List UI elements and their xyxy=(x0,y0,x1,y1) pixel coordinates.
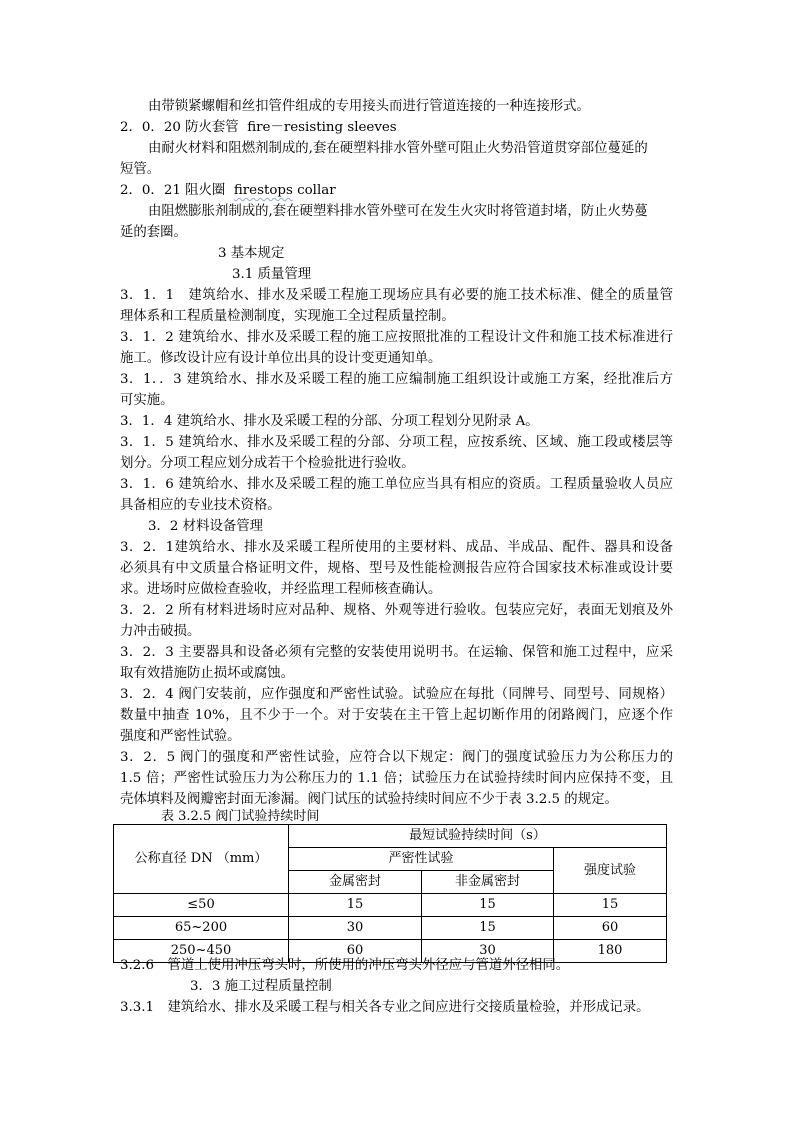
valve-test-duration-table xyxy=(113,824,667,963)
clause-3-2-2-line-1: 3．2．2 所有材料进场时应对品种、规格、外观等进行验收。包装应完好，表面无划痕及外 xyxy=(120,603,673,618)
table-caption: 表 3.2.5 阀门试验持续时间 xyxy=(161,809,320,824)
cell-strength: 180 xyxy=(554,940,667,963)
clause-3-2-5-line-2: 1.5 倍；严密性试验压力为公称压力的 1.1 倍；试验压力在试验持续时间内应保持不变，且 xyxy=(120,771,673,786)
clause-3-2-5-line-1: 3．2．5 阀门的强度和严密性试验，应符合以下规定：阀门的强度试验压力为公称压力的 xyxy=(120,750,673,765)
header-strength-test: 强度试验 xyxy=(554,848,667,894)
term-2-0-20-definition-line-1: 由耐火材料和阻燃剂制成的,套在硬塑料排水管外壁可阻止火势沿管道贯穿部位蔓延的 xyxy=(148,141,648,156)
header-metal-seal: 金属密封 xyxy=(289,871,422,894)
clause-3-1-5-line-1: 3．1．5 建筑给水、排水及采暖工程的分部、分项工程，应按系统、区域、施工段或楼层等 xyxy=(120,435,673,450)
term-2-0-21-definition-line-2: 延的套圈。 xyxy=(120,225,187,240)
cell-metal-seal: 60 xyxy=(289,940,422,963)
clause-3-2-5-line-3: 壳体填料及阀瓣密封面无渗漏。阀门试压的试验持续时间应不少于表 3.2.5 的规定。 xyxy=(120,792,618,807)
clause-3-2-1-line-1: 3．2．1建筑给水、排水及采暖工程所使用的主要材料、成品、半成品、配件、器具和设备 xyxy=(120,540,673,555)
paragraph-lock-nut-connection: 由带锁紧螺帽和丝扣管件组成的专用接头而进行管道连接的一种连接形式。 xyxy=(148,99,590,114)
clause-3-2-1-line-3: 求。进场时应做检查验收，并经监理工程师核查确认。 xyxy=(120,582,442,597)
term-2-0-21-title: 2．0．21 阻火圈 xyxy=(120,183,226,198)
table-row xyxy=(114,917,667,940)
clause-3-1-3-line-2: 可实施。 xyxy=(120,393,174,408)
term-2-0-21-heading xyxy=(120,180,336,201)
clause-3-1-6-line-2: 具备相应的专业技术资格。 xyxy=(120,498,281,513)
term-2-0-21-english-collar: collar xyxy=(297,183,336,198)
section-3-3-heading: 3．3 施工过程质量控制 xyxy=(190,979,332,994)
clause-3-2-4-line-2: 数量中抽查 10%，且不少于一个。对于安装在主干管上起切断作用的闭路阀门，应逐个作 xyxy=(120,708,673,723)
clause-3-1-1-line-1: 3．1．1 建筑给水、排水及采暖工程施工现场应具有必要的施工技术标准、健全的质量管 xyxy=(120,288,673,303)
table-row xyxy=(114,894,667,917)
cell-metal-seal: 30 xyxy=(289,917,422,940)
clause-3-1-2-line-2: 施工。修改设计应有设计单位出具的设计变更通知单。 xyxy=(120,351,442,366)
clause-3-2-3-line-1: 3．2．3 主要器具和设备必须有完整的安装使用说明书。在运输、保管和施工过程中，应采 xyxy=(120,645,673,660)
clause-3-2-4-line-1: 3．2．4 阀门安装前，应作强度和严密性试验。试验应在每批（同牌号、同型号、同规格） xyxy=(120,687,673,702)
cell-nonmetal-seal: 30 xyxy=(422,940,554,963)
term-2-0-20-definition-line-2: 短管。 xyxy=(120,162,161,177)
cell-strength: 60 xyxy=(554,917,667,940)
term-2-0-20-english: fire－resisting sleeves xyxy=(247,120,397,135)
cell-strength: 15 xyxy=(554,894,667,917)
term-2-0-21-definition-line-1: 由阻燃膨胀剂制成的,套在硬塑料排水管外壁可在发生火灾时将管道封堵，防止火势蔓 xyxy=(148,204,648,219)
section-3-1-heading: 3.1 质量管理 xyxy=(232,267,312,282)
clause-3-2-3-line-2: 取有效措施防止损坏或腐蚀。 xyxy=(120,666,295,681)
term-2-0-20-title: 2．0．20 防火套管 xyxy=(120,120,239,135)
cell-metal-seal: 15 xyxy=(289,894,422,917)
clause-3-2-2-line-2: 力冲击破损。 xyxy=(120,624,201,639)
clause-3-2-4-line-3: 强度和严密性试验。 xyxy=(120,729,241,744)
header-nonmetal-seal: 非金属密封 xyxy=(422,871,554,894)
clause-3-1-3-line-1: 3．1．．3 建筑给水、排水及采暖工程的施工应编制施工组织设计或施工方案，经批准后方 xyxy=(120,372,673,387)
cell-dn: 65~200 xyxy=(114,917,289,940)
clause-3-3-1: 3.3.1 建筑给水、排水及采暖工程与相关各专业之间应进行交接质量检验，并形成记录。 xyxy=(120,1000,650,1015)
table-header-row-1 xyxy=(114,825,667,848)
clause-3-1-2-line-1: 3．1．2 建筑给水、排水及采暖工程的施工应按照批准的工程设计文件和施工技术标准进行 xyxy=(120,330,673,345)
header-nominal-diameter: 公称直径 DN （mm） xyxy=(114,825,289,894)
clause-3-1-5-line-2: 划分。分项工程应划分成若干个检验批进行验收。 xyxy=(120,456,415,471)
clause-3-1-1-line-2: 理体系和工程质量检测制度，实现施工全过程质量控制。 xyxy=(120,309,455,324)
term-2-0-21-english-firestops: firestops xyxy=(233,183,293,198)
cell-dn: ≤50 xyxy=(114,894,289,917)
clause-3-2-6: 3.2.6 管道上使用冲压弯头时，所使用的冲压弯头外径应与管道外径相同。 xyxy=(120,958,570,973)
section-3-2-heading: 3．2 材料设备管理 xyxy=(148,519,264,534)
cell-nonmetal-seal: 15 xyxy=(422,917,554,940)
header-min-test-duration: 最短试验持续时间（s） xyxy=(289,825,667,848)
clause-3-2-1-line-2: 必须具有中文质量合格证明文件，规格、型号及性能检测报告应符合国家技术标准或设计要 xyxy=(120,561,673,576)
clause-3-1-4: 3．1．4 建筑给水、排水及采暖工程的分部、分项工程划分见附录 A。 xyxy=(120,414,539,429)
chapter-3-heading: 3 基本规定 xyxy=(218,246,285,261)
header-tightness-test: 严密性试验 xyxy=(289,848,554,871)
cell-nonmetal-seal: 15 xyxy=(422,894,554,917)
term-2-0-20-heading xyxy=(120,117,397,138)
cell-dn: 250~450 xyxy=(114,940,289,963)
clause-3-1-6-line-1: 3．1．6 建筑给水、排水及采暖工程的施工单位应当具有相应的资质。工程质量验收人员应 xyxy=(120,477,673,492)
